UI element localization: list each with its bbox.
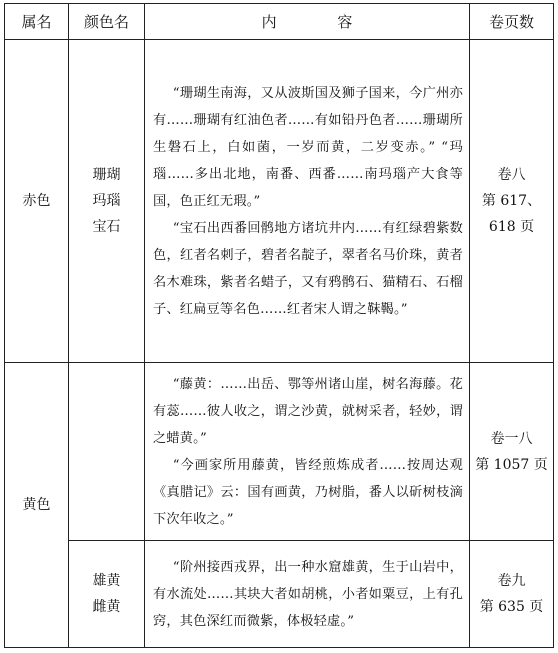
color-name: 雄黄 (92, 573, 121, 589)
page-label: 第 635 页 (479, 599, 544, 615)
color-name-cell (69, 40, 145, 363)
content-paragraph: “阶州接西戎界，出一种水窟雄黄，生于山岩中，有水流处……其块大者如胡桃，小者如粟豆，上有孔窍，其色深红而微紫，体极轻虚。” (153, 559, 463, 629)
volume-label: 卷八 (497, 167, 526, 183)
category-cell: 赤色 (5, 40, 69, 363)
content-paragraph: “珊瑚生南海，又从波斯国及狮子国来，今广州亦有……珊瑚有红油色者……有如铅丹色者……珊瑚所生磐石上，白如菌，一岁而黄，二岁变赤。” “玛瑙……多出北地，南番、西番……南玛瑙产大食等国，色正红无瑕。” (153, 85, 463, 209)
header-row (5, 4, 554, 40)
pigment-table (4, 3, 554, 648)
color-name: 玛瑙 (92, 193, 121, 209)
header-volume-pages: 卷页数 (470, 4, 554, 40)
color-name: 宝石 (92, 219, 121, 235)
content-cell (145, 40, 470, 363)
color-name-cell (69, 541, 145, 648)
content-paragraph: “藤黄：……出岳、鄂等州诸山崖，树名海藤。花有蕊……彼人收之，谓之沙黄，就树采者，轻妙，谓之蜡黄。” (153, 376, 463, 446)
table-row (5, 541, 554, 648)
content-paragraph: “今画家所用藤黄，皆经煎炼成者……按周达观《真腊记》云：国有画黄，乃树脂，番人以斫树枝滴下次年收之。” (153, 457, 463, 527)
color-name: 雌黄 (92, 599, 121, 615)
header-content: 内 容 (145, 4, 470, 40)
content-paragraph: “宝石出西番回鹘地方诸坑井内……有红绿碧紫数色，红者名刺子，碧者名靛子，翠者名马价珠，黄者名木难珠，紫者名蜡子，又有鸦鹘石、猫精石、石榴子、红扁豆等名色……红者宋人谓之靺鞨。” (153, 220, 463, 317)
category-cell: 黄色 (5, 363, 69, 648)
volume-pages-cell (470, 541, 554, 648)
page-label: 第 617、 (481, 193, 542, 209)
volume-label: 卷九 (497, 573, 526, 589)
volume-pages-cell (470, 40, 554, 363)
header-color-name: 颜色名 (69, 4, 145, 40)
color-name-cell (69, 363, 145, 541)
page-label: 第 1057 页 (475, 456, 548, 473)
content-cell (145, 541, 470, 648)
table-row (5, 363, 554, 541)
volume-pages-cell (470, 363, 554, 541)
content-cell (145, 363, 470, 541)
color-name: 珊瑚 (92, 167, 121, 183)
page-label: 618 页 (488, 219, 535, 235)
header-category: 属名 (5, 4, 69, 40)
table-row (5, 40, 554, 363)
volume-label: 卷一八 (490, 430, 533, 447)
